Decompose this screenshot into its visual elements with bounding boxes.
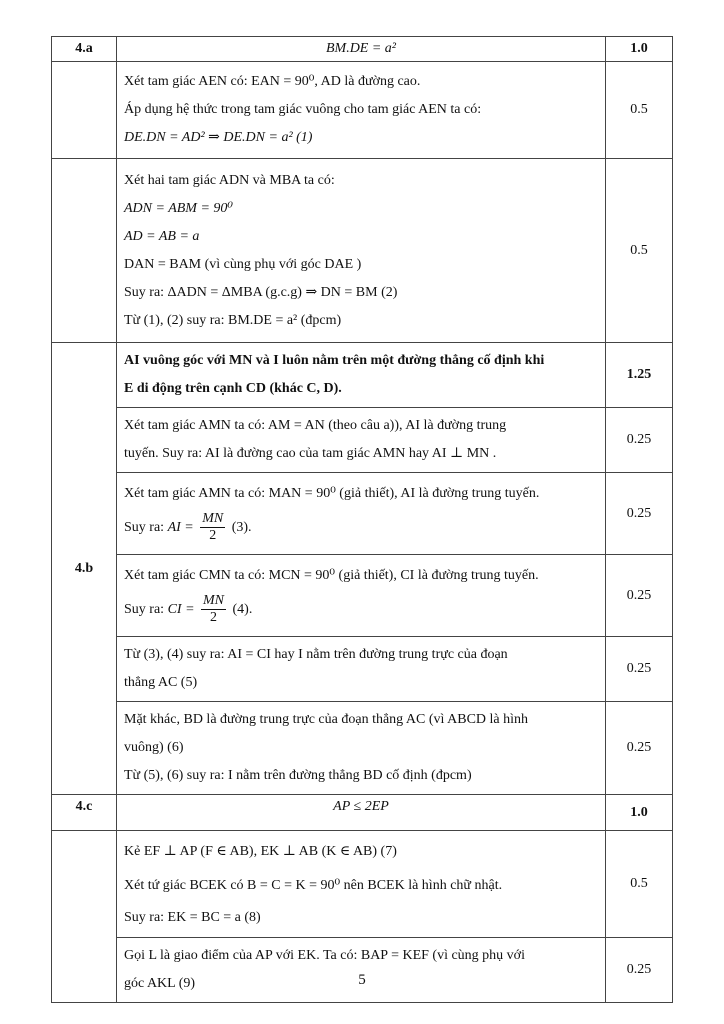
table-row — [52, 555, 673, 637]
content-cell — [117, 473, 606, 555]
points-cell: 0.5 — [606, 62, 673, 159]
content-line: Từ (5), (6) suy ra: I nằm trên đường thẳng BD cố định (đpcm) — [124, 768, 472, 783]
content-line: Kẻ EF ⊥ AP (F ∈ AB), EK ⊥ AB (K ∈ AB) (7) — [124, 844, 397, 859]
formula-suffix: (4). — [232, 601, 253, 617]
table-row — [52, 938, 673, 1003]
content-line: Xét tam giác CMN ta có: MCN = 90⁰ (giả thiết), CI là đường trung tuyến. — [124, 567, 539, 583]
section-label: 4.c — [52, 795, 117, 831]
points-cell: 0.25 — [606, 702, 673, 795]
content-cell — [117, 159, 606, 343]
content-line: Xét tam giác AMN ta có: MAN = 90⁰ (giả thiết), AI là đường trung tuyến. — [124, 485, 540, 501]
content-line: DAN = BAM (vì cùng phụ với góc DAE ) — [124, 256, 362, 272]
formula-lhs: AI = — [167, 519, 194, 535]
statement-text: AP ≤ 2EP — [333, 799, 389, 814]
content-line: ADN = ABM = 90⁰ — [124, 200, 234, 216]
content-line: Suy ra: ΔADN = ΔMBA (g.c.g) ⇒ DN = BM (2) — [124, 284, 398, 300]
fraction — [200, 511, 225, 544]
content-cell — [117, 938, 606, 1003]
formula-prefix: Suy ra: — [124, 601, 165, 617]
content-cell — [117, 637, 606, 702]
content-cell — [117, 831, 606, 938]
answer-table — [51, 36, 673, 1003]
label-cell-empty — [52, 62, 117, 159]
table-row — [52, 702, 673, 795]
section-label: 4.a — [52, 37, 117, 62]
table-row — [52, 795, 673, 831]
formula-line — [124, 590, 598, 630]
section-statement — [117, 795, 606, 831]
content-line: E di động trên cạnh CD (khác C, D). — [124, 381, 342, 396]
content-line: Xét hai tam giác ADN và MBA ta có: — [124, 172, 335, 188]
statement-text: BM.DE = a² — [325, 41, 397, 56]
label-cell-empty — [52, 159, 117, 343]
table-row — [52, 473, 673, 555]
page-number: 5 — [358, 972, 366, 988]
table-row — [52, 62, 673, 159]
section-statement — [117, 37, 606, 62]
points-cell: 0.25 — [606, 555, 673, 637]
points-cell: 0.25 — [606, 637, 673, 702]
points-cell: 1.0 — [606, 37, 673, 62]
fraction-numerator: MN — [202, 510, 224, 526]
formula-suffix: (3). — [231, 519, 252, 535]
content-line: vuông) (6) — [124, 740, 184, 755]
points-cell: 0.5 — [606, 831, 673, 938]
points-cell: 1.25 — [606, 343, 673, 408]
content-line: Từ (3), (4) suy ra: AI = CI hay I nằm trên đường trung trực của đoạn — [124, 647, 508, 662]
content-cell — [117, 555, 606, 637]
table-row — [52, 408, 673, 473]
content-cell — [117, 62, 606, 159]
fraction — [201, 593, 226, 626]
table-row — [52, 831, 673, 938]
points-cell: 1.0 — [606, 795, 673, 831]
table-row — [52, 37, 673, 62]
formula-prefix: Suy ra: — [124, 519, 165, 535]
content-line: AD = AB = a — [124, 228, 200, 244]
content-line: Xét tam giác AEN có: EAN = 90⁰, AD là đường cao. — [124, 74, 421, 89]
content-line: Từ (1), (2) suy ra: BM.DE = a² (đpcm) — [124, 312, 342, 328]
formula-lhs: CI = — [167, 601, 195, 617]
content-cell — [117, 702, 606, 795]
fraction-denominator: 2 — [210, 609, 218, 625]
content-line: Áp dụng hệ thức trong tam giác vuông cho tam giác AEN ta có: — [124, 102, 482, 117]
content-line: Xét tam giác AMN ta có: AM = AN (theo câu a)), AI là đường trung — [124, 418, 507, 433]
points-cell: 0.25 — [606, 938, 673, 1003]
content-line: Mặt khác, BD là đường trung trực của đoạn thẳng AC (vì ABCD là hình — [124, 712, 529, 727]
points-cell: 0.25 — [606, 408, 673, 473]
content-line: thẳng AC (5) — [124, 675, 198, 690]
content-line: Gọi L là giao điểm của AP với EK. Ta có: BAP = KEF (vì cùng phụ với — [124, 948, 525, 963]
content-cell — [117, 343, 606, 408]
content-line: AI vuông góc với MN và I luôn nằm trên một đường thẳng cố định khi — [124, 353, 545, 368]
table-row — [52, 343, 673, 408]
section-label: 4.b — [52, 343, 117, 795]
table-row — [52, 637, 673, 702]
content-line: Xét tứ giác BCEK có B = C = K = 90⁰ nên BCEK là hình chữ nhật. — [124, 878, 503, 893]
points-cell: 0.5 — [606, 159, 673, 343]
fraction-denominator: 2 — [209, 527, 217, 543]
points-cell: 0.25 — [606, 473, 673, 555]
content-cell — [117, 408, 606, 473]
formula-line — [124, 508, 598, 548]
table-row — [52, 159, 673, 343]
fraction-numerator: MN — [203, 592, 225, 608]
content-line: Suy ra: EK = BC = a (8) — [124, 910, 261, 925]
content-line: DE.DN = AD² ⇒ DE.DN = a² (1) — [124, 130, 313, 145]
content-line: góc AKL (9) — [124, 976, 196, 991]
content-line: tuyến. Suy ra: AI là đường cao của tam giác AMN hay AI ⊥ MN . — [124, 446, 497, 461]
